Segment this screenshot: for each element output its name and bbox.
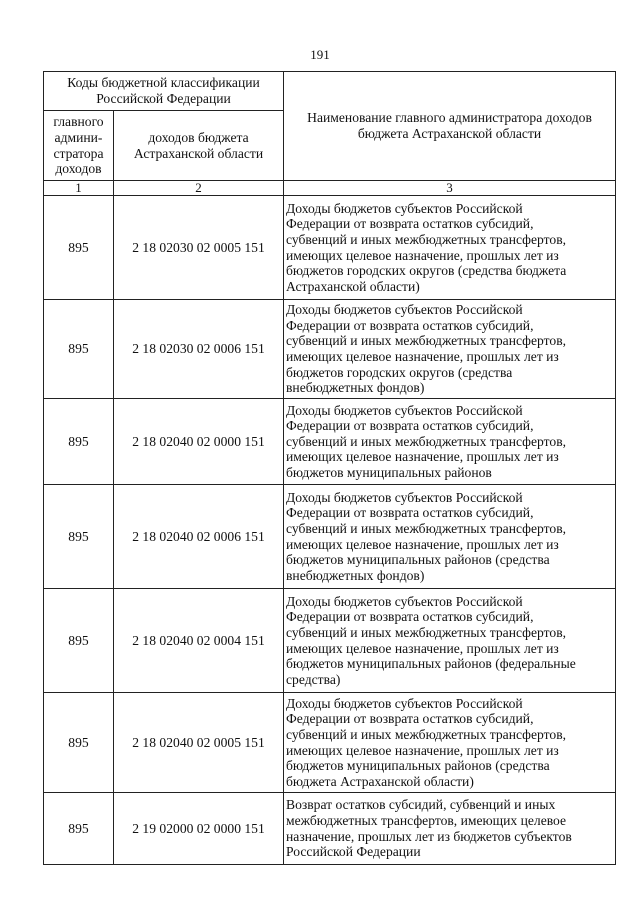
description-line: средства) (286, 671, 341, 687)
description-line: Российской Федерации (286, 844, 421, 860)
admin-code-cell: 895 (44, 196, 114, 300)
description-line: имеющих целевое назначение, прошлых лет из (286, 536, 559, 552)
description-cell (284, 485, 616, 589)
description-line: имеющих целевое назначение, прошлых лет из (286, 640, 559, 656)
description-line: внебюджетных фондов) (286, 567, 425, 583)
admin-code-cell: 895 (44, 693, 114, 793)
income-code-cell: 2 18 02040 02 0004 151 (114, 589, 284, 693)
income-code-cell: 2 18 02040 02 0006 151 (114, 485, 284, 589)
description-line: бюджетов муниципальных районов (федеральные (286, 656, 576, 672)
column-number: 1 (44, 181, 114, 196)
table-body (44, 196, 616, 865)
header-name-column: Наименование главного администратора доходов бюджета Астраханской области (284, 72, 616, 181)
admin-code-cell: 895 (44, 300, 114, 399)
description-line: Федерации от возврата остатков субсидий, (286, 505, 534, 521)
description-cell (284, 399, 616, 485)
admin-code-cell: 895 (44, 589, 114, 693)
header-row-top (44, 72, 616, 111)
description-line: бюджетов городских округов (средства бюджета (286, 263, 567, 279)
table-row (44, 300, 616, 399)
description-line: Доходы бюджетов субъектов Российской (286, 402, 523, 418)
description-line: межбюджетных трансфертов, имеющих целевое (286, 812, 567, 828)
header-group-title: Коды бюджетной классификации Российской Федерации (44, 72, 284, 111)
table-row (44, 793, 616, 865)
description-line: Доходы бюджетов субъектов Российской (286, 593, 523, 609)
description-line: имеющих целевое назначение, прошлых лет из (286, 742, 559, 758)
column-number: 2 (114, 181, 284, 196)
description-line: Доходы бюджетов субъектов Российской (286, 302, 523, 318)
table-row (44, 693, 616, 793)
description-line: Федерации от возврата остатков субсидий, (286, 317, 534, 333)
page-number: 191 (310, 47, 330, 62)
description-line: имеющих целевое назначение, прошлых лет из (286, 349, 559, 364)
description-line: имеющих целевое назначение, прошлых лет из (286, 247, 559, 263)
description-line: субвенций и иных межбюджетных трансфертов, (286, 520, 567, 536)
description-line: бюджета Астраханской области) (286, 773, 474, 789)
budget-classification-table (43, 71, 616, 865)
table-row (44, 399, 616, 485)
income-code-cell: 2 18 02030 02 0006 151 (114, 300, 284, 399)
description-cell (284, 589, 616, 693)
admin-code-cell: 895 (44, 793, 114, 865)
description-line: Федерации от возврата остатков субсидий, (286, 418, 534, 434)
column-number-row (44, 181, 616, 196)
description-line: субвенций и иных межбюджетных трансфертов, (286, 333, 567, 349)
description-line: Федерации от возврата остатков субсидий, (286, 609, 534, 625)
column-number: 3 (284, 181, 616, 196)
income-code-cell: 2 19 02000 02 0000 151 (114, 793, 284, 865)
description-line: субвенций и иных межбюджетных трансфертов, (286, 231, 567, 247)
description-line: Астраханской области) (286, 278, 420, 294)
description-line: субвенций и иных межбюджетных трансфертов, (286, 624, 567, 640)
table-row (44, 485, 616, 589)
description-cell (284, 793, 616, 865)
description-line: бюджетов муниципальных районов (средства (286, 758, 550, 774)
description-line: имеющих целевое назначение, прошлых лет из (286, 449, 559, 465)
income-code-cell: 2 18 02030 02 0005 151 (114, 196, 284, 300)
description-line: Доходы бюджетов субъектов Российской (286, 695, 523, 711)
description-line: Федерации от возврата остатков субсидий, (286, 216, 534, 232)
description-cell (284, 693, 616, 793)
table-row (44, 589, 616, 693)
description-line: внебюджетных фондов) (286, 380, 425, 396)
admin-code-cell: 895 (44, 485, 114, 589)
income-code-cell: 2 18 02040 02 0005 151 (114, 693, 284, 793)
header-admin-column: главного админи-стратора доходов (44, 111, 114, 181)
description-line: бюджетов муниципальных районов (286, 464, 492, 480)
description-line: субвенций и иных межбюджетных трансфертов, (286, 726, 567, 742)
description-line: Федерации от возврата остатков субсидий, (286, 711, 534, 727)
description-line: субвенций и иных межбюджетных трансфертов, (286, 433, 567, 449)
description-line: Возврат остатков субсидий, субвенций и иных (286, 797, 556, 813)
income-code-cell: 2 18 02040 02 0000 151 (114, 399, 284, 485)
description-line: Доходы бюджетов субъектов Российской (286, 489, 523, 505)
description-cell (284, 300, 616, 399)
description-line: Доходы бюджетов субъектов Российской (286, 200, 523, 216)
admin-code-cell: 895 (44, 399, 114, 485)
description-cell (284, 196, 616, 300)
header-income-column: доходов бюджета Астраханской области (114, 111, 284, 181)
description-line: назначение, прошлых лет из бюджетов субъектов (286, 828, 572, 844)
table-row (44, 196, 616, 300)
description-line: бюджетов городских округов (средства (286, 364, 513, 380)
description-line: бюджетов муниципальных районов (средства (286, 552, 550, 568)
